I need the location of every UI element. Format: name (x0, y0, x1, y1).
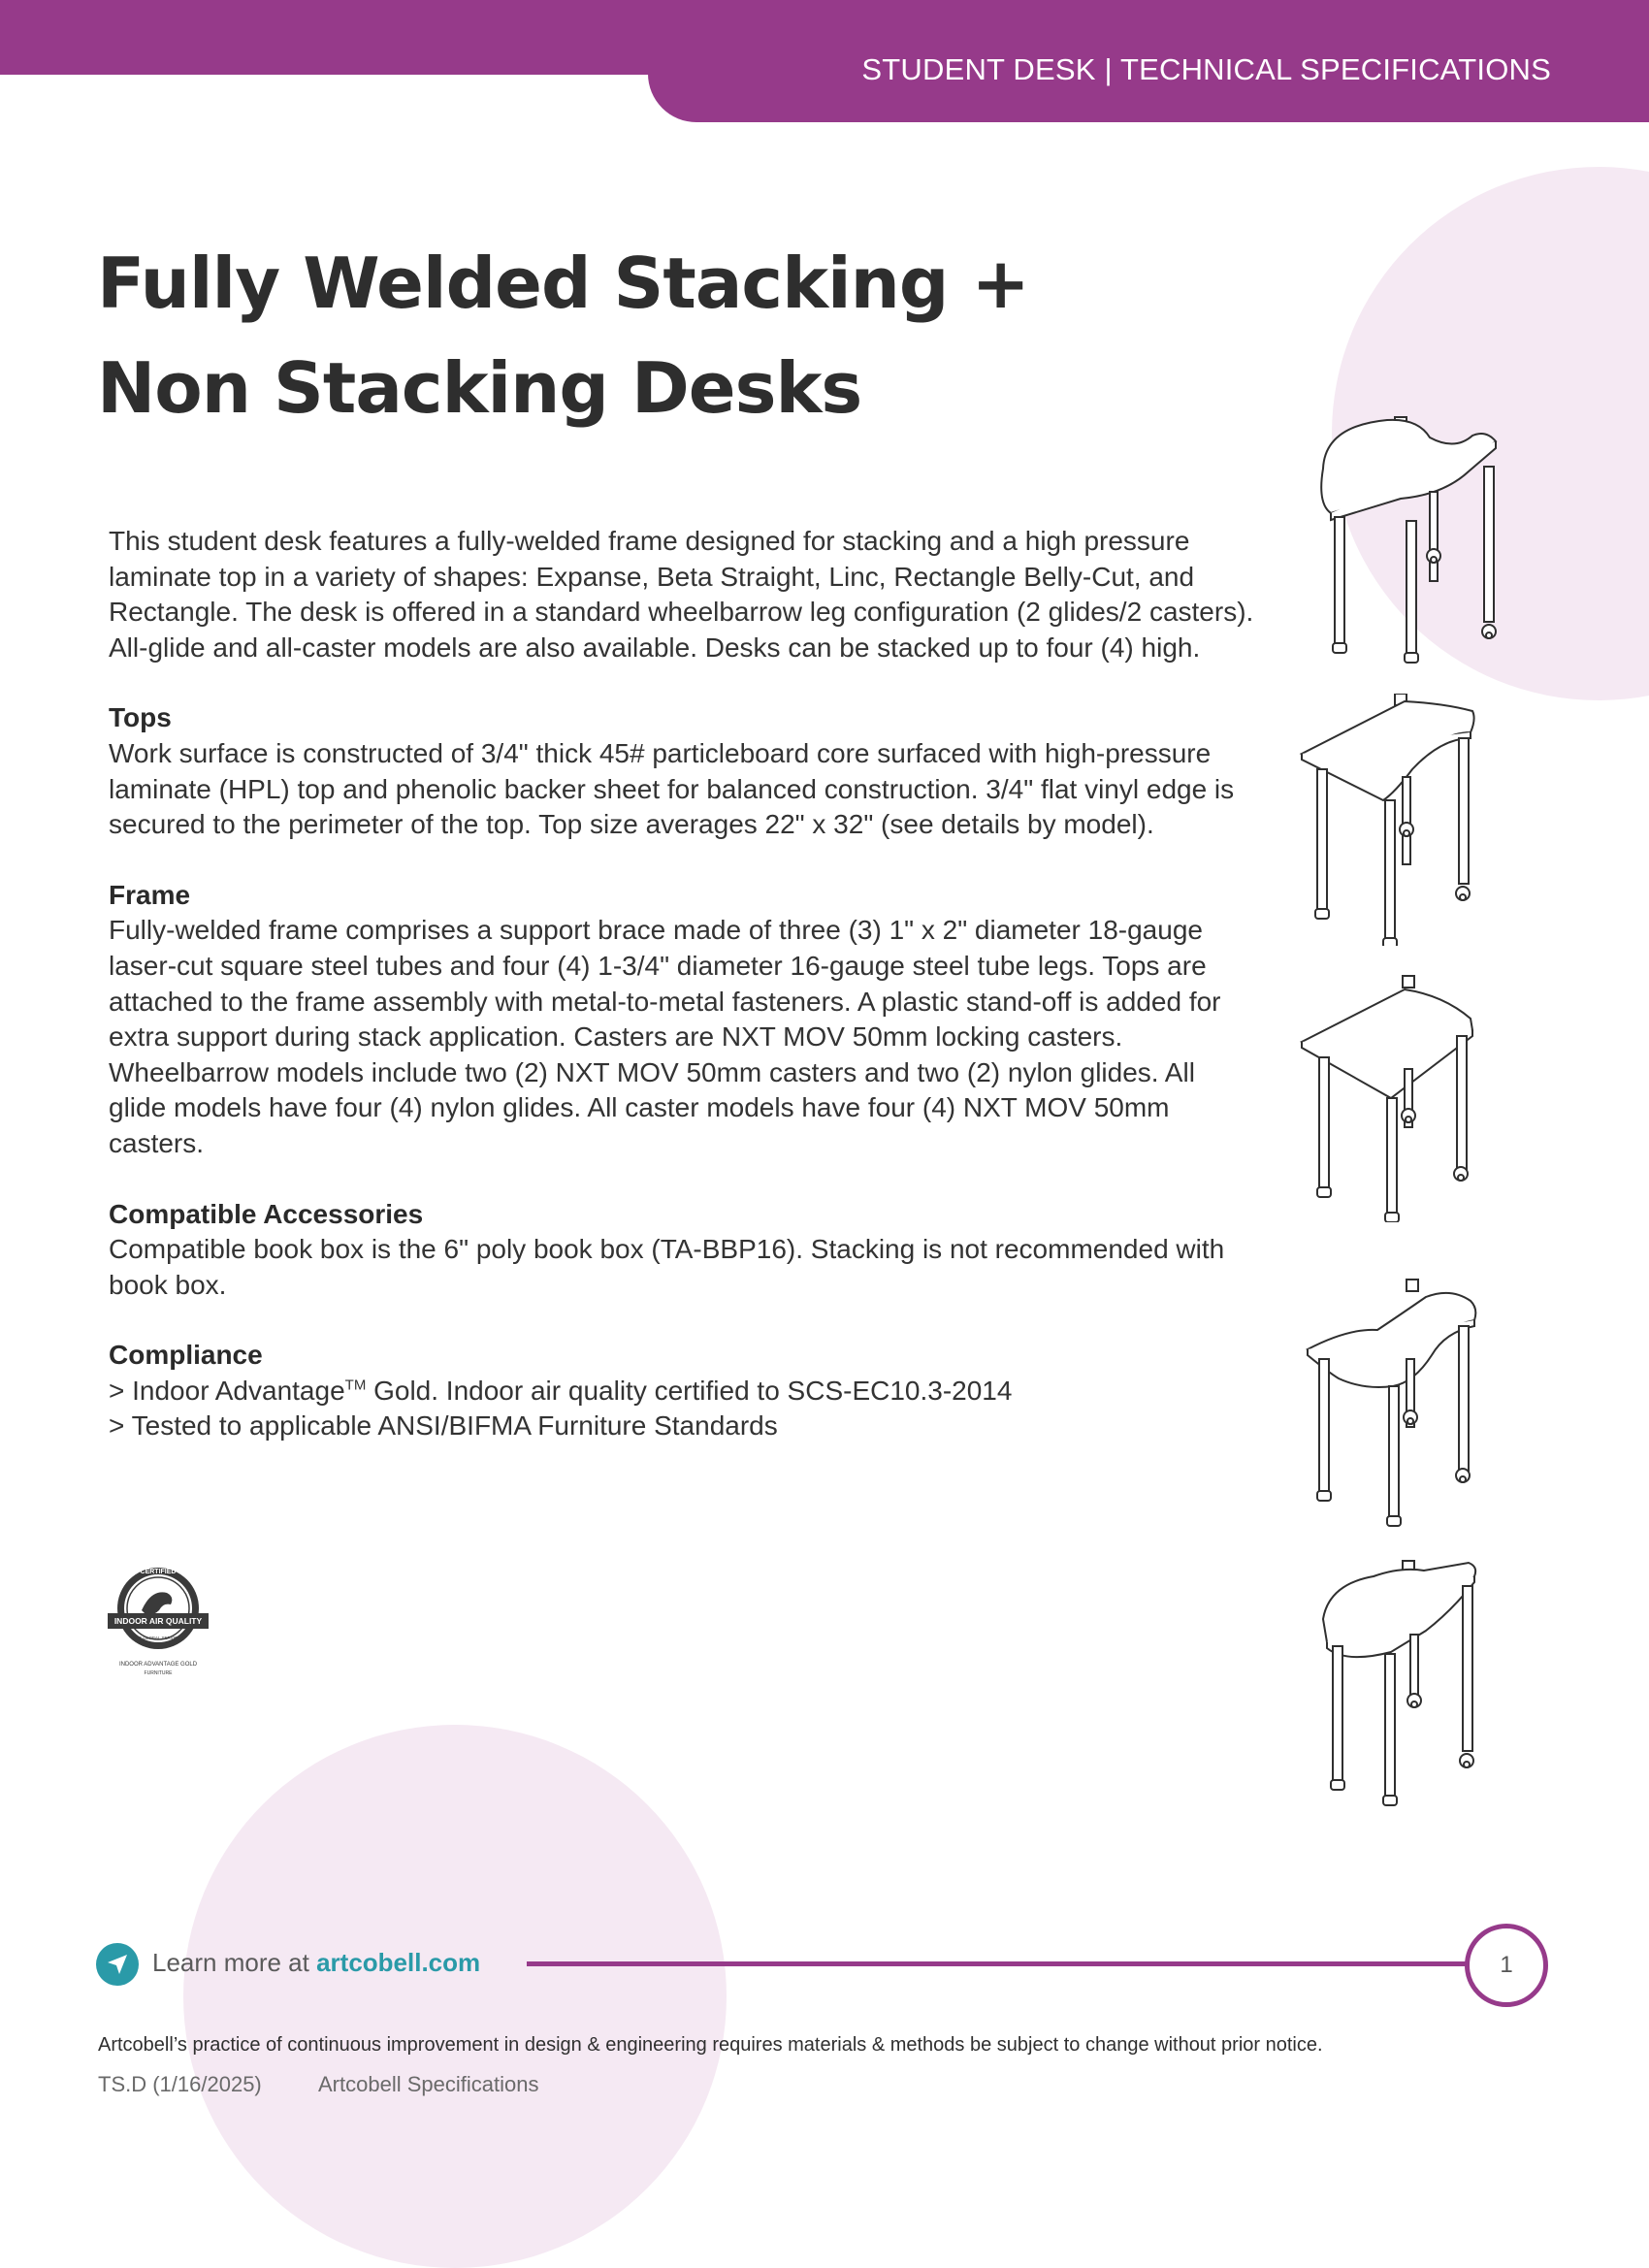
document-label: STUDENT DESK | TECHNICAL SPECIFICATIONS (861, 52, 1551, 86)
title-line-1: Fully Welded Stacking + (97, 243, 1029, 324)
spec-body (109, 524, 1273, 1479)
seal-caption-2: FURNITURE (144, 1670, 173, 1676)
compliance-item-2: > Tested to applicable ANSI/BIFMA Furniture Standards (109, 1410, 778, 1442)
decorative-circle-left (183, 1725, 727, 2268)
compliance-item-1-pre: > Indoor Advantage (109, 1375, 345, 1406)
desk-beta-straight-illustration-icon (1298, 694, 1531, 946)
learn-more (152, 1948, 480, 1978)
footer-rule (527, 1961, 1468, 1966)
desk-expanse-illustration-icon (1311, 412, 1544, 664)
document-source: Artcobell Specifications (318, 2072, 539, 2096)
seal-small-text: SCS GLOBAL SERVICES (132, 1636, 184, 1640)
intro-paragraph: This student desk features a fully-welded frame designed for stacking and a high pressure laminate top in a variety of shapes: Expanse, Beta Straight, Linc, Rectangle Belly-Cut, and Rectangle. The desk is offered in a standard wheelbarrow leg configuration (2 glides/2 casters). All-glide and all-caster models are also available. Desks can be stacked up to four (4) high. (109, 526, 1254, 663)
page-title (97, 231, 1242, 440)
header-tab (648, 0, 1649, 122)
indoor-air-quality-seal-icon (103, 1560, 217, 1684)
section-heading-tops: Tops (109, 702, 172, 733)
desk-expanse-alt-illustration-icon (1317, 1557, 1550, 1809)
seal-top-text: CERTIFIED (140, 1569, 177, 1575)
section-frame (109, 878, 1224, 1162)
seal-band-text: INDOOR AIR QUALITY (113, 1616, 203, 1626)
desk-rectangle-belly-cut-illustration-icon (1298, 970, 1531, 1222)
section-tops (109, 700, 1244, 842)
trademark-mark: TM (344, 1377, 367, 1394)
section-compliance (109, 1338, 1244, 1444)
document-id: TS.D (1/16/2025) (98, 2072, 262, 2096)
section-heading-compliance: Compliance (109, 1340, 263, 1371)
compliance-item-1 (109, 1374, 1244, 1409)
learn-more-prefix: Learn more at (152, 1948, 317, 1977)
page-number: 1 (1465, 1924, 1548, 2007)
section-text-frame: Fully-welded frame comprises a support brace made of three (3) 1" x 2" diameter 18-gauge laser-cut square steel tubes and four (4) 1-3/4" diameter 16-gauge steel tube legs. Tops are attached to the frame assembly with metal-to-metal fasteners. A plastic stand-off is added for extra support during stack application. Casters are NXT MOV 50mm locking casters. Wheelbarrow models include two (2) NXT MOV 50mm casters and two (2) nylon glides. All glide models have four (4) nylon glides. All caster models have four (4) NXT MOV 50mm casters. (109, 915, 1221, 1158)
title-line-2: Non Stacking Desks (97, 347, 862, 429)
section-heading-accessories: Compatible Accessories (109, 1198, 424, 1229)
footer-send-icon (96, 1943, 139, 1986)
section-text-accessories: Compatible book box is the 6" poly book box (TA-BBP16). Stacking is not recommended with book box. (109, 1234, 1225, 1300)
footer-notice: Artcobell’s practice of continuous improvement in design & engineering requires materials & methods be subject to change without prior notice. (98, 2034, 1323, 2056)
section-heading-frame: Frame (109, 879, 191, 910)
compliance-item-1-post: Gold. Indoor air quality certified to SCS-EC10.3-2014 (366, 1375, 1013, 1406)
section-accessories (109, 1197, 1244, 1304)
section-text-tops: Work surface is constructed of 3/4" thick 45# particleboard core surfaced with high-pressure laminate (HPL) top and phenolic backer sheet for balanced construction. 3/4" flat vinyl edge is secured to the perimeter of the top. Top size averages 22" x 32" (see details by model). (109, 737, 1235, 840)
seal-caption-1: INDOOR ADVANTAGE GOLD (118, 1662, 198, 1668)
desk-linc-illustration-icon (1300, 1276, 1533, 1528)
website-link[interactable]: artcobell.com (316, 1948, 481, 1977)
